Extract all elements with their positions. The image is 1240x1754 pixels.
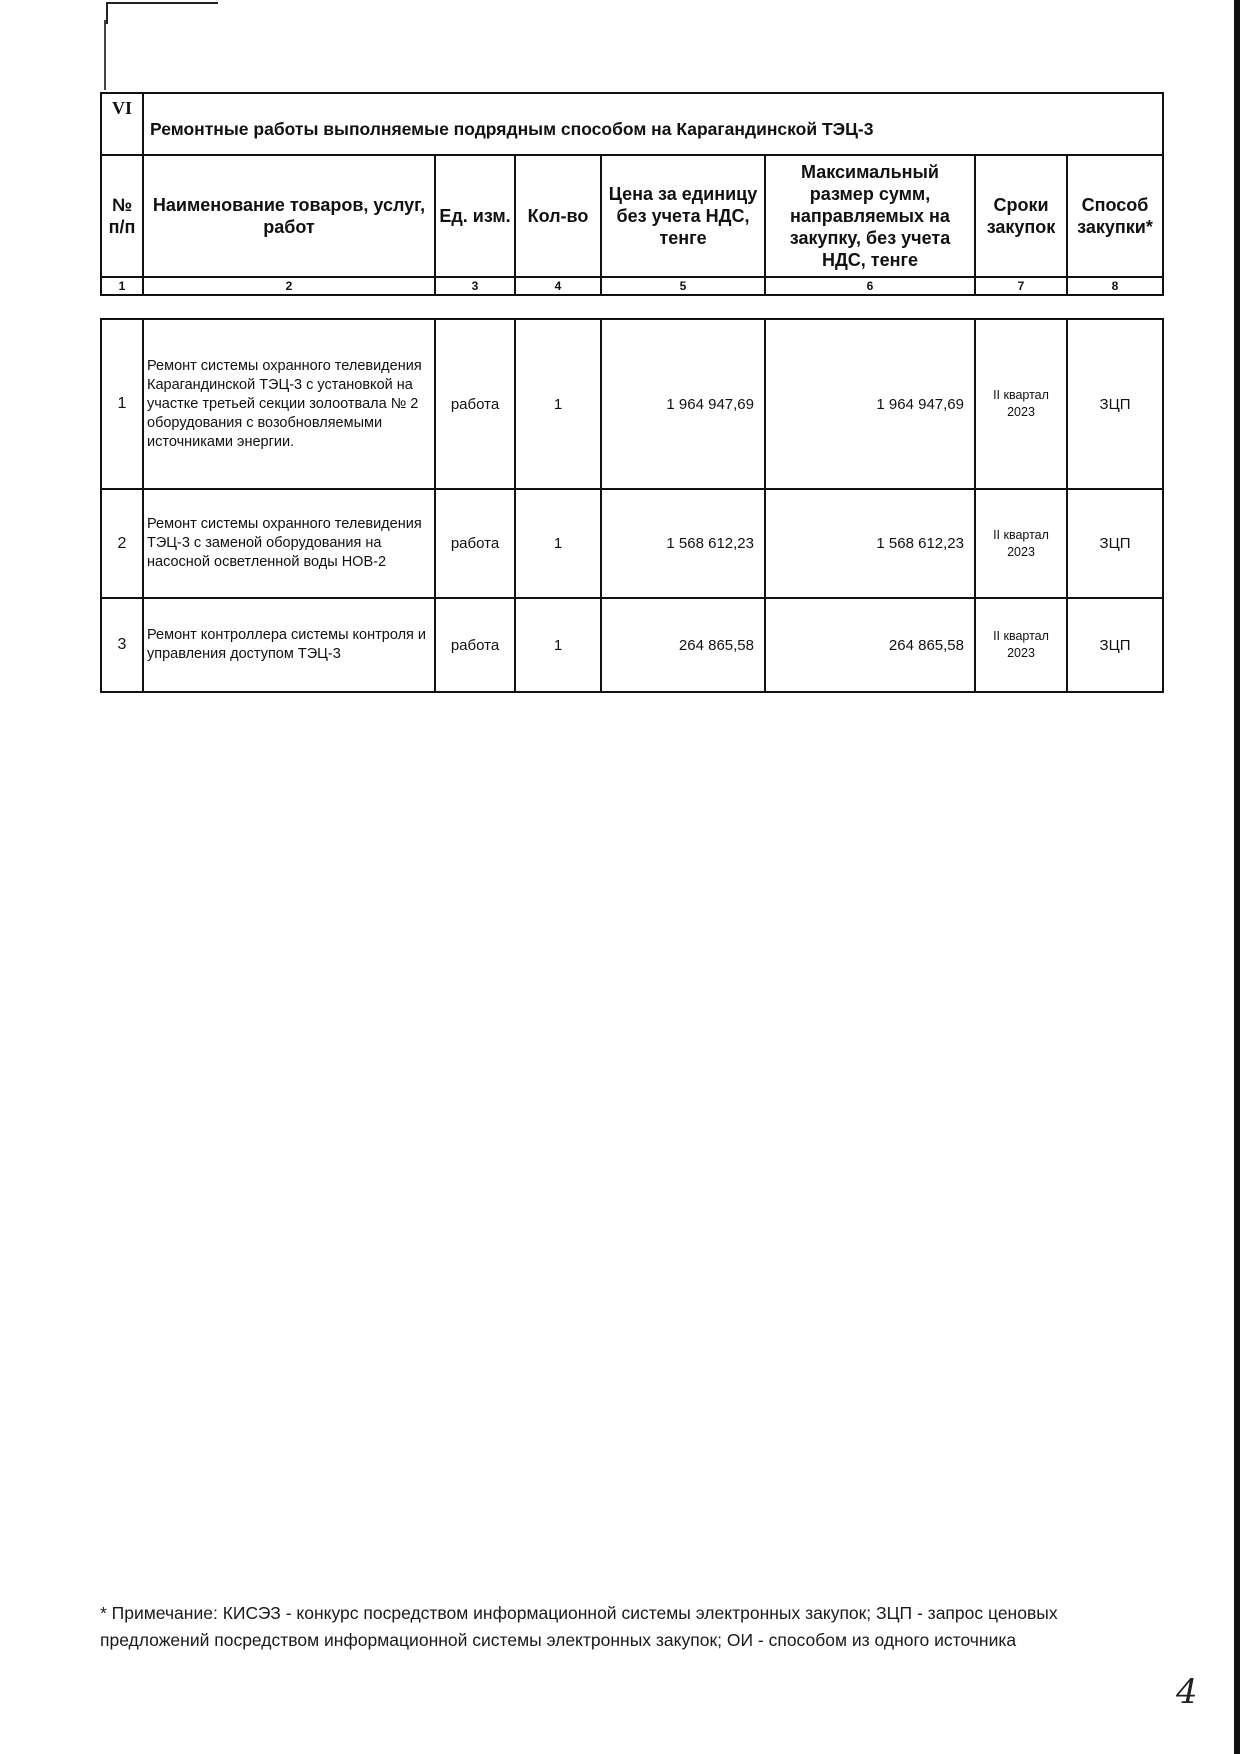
row-method: ЗЦП: [1067, 489, 1163, 598]
row-number: 2: [101, 489, 143, 598]
row-term: II квартал 2023: [975, 598, 1067, 692]
procurement-table-wrapper: [100, 92, 1162, 693]
column-number: 5: [601, 277, 765, 295]
section-title: Ремонтные работы выполняемые подрядным способом на Карагандинской ТЭЦ-3: [143, 93, 1163, 155]
page-edge-shadow: [1234, 0, 1240, 1754]
row-price: 264 865,58: [601, 598, 765, 692]
row-price: 1 568 612,23: [601, 489, 765, 598]
header-num: № п/п: [101, 155, 143, 277]
scan-edge-line: [104, 20, 106, 90]
header-qty: Кол-во: [515, 155, 601, 277]
column-number: 6: [765, 277, 975, 295]
row-name: Ремонт системы охранного телевидения ТЭЦ-3 с заменой оборудования на насосной осветленной воды НОВ-2: [143, 489, 435, 598]
scan-edge-mark: [106, 2, 218, 24]
table-row: [101, 598, 1163, 692]
column-number: 8: [1067, 277, 1163, 295]
table-row: [101, 319, 1163, 489]
page-number: 4: [1176, 1672, 1198, 1712]
row-unit: работа: [435, 489, 515, 598]
row-term: II квартал 2023: [975, 319, 1067, 489]
section-number: VI: [101, 93, 143, 155]
row-name: Ремонт системы охранного телевидения Карагандинской ТЭЦ-3 с установкой на участке третьей секции золоотвала № 2 оборудования с возобновляемыми источниками энергии.: [143, 319, 435, 489]
row-price: 1 964 947,69: [601, 319, 765, 489]
row-qty: 1: [515, 598, 601, 692]
row-unit: работа: [435, 598, 515, 692]
column-number: 2: [143, 277, 435, 295]
row-number: 3: [101, 598, 143, 692]
header-unit: Ед. изм.: [435, 155, 515, 277]
column-number: 3: [435, 277, 515, 295]
footnote: * Примечание: КИСЭЗ - конкурс посредством информационной системы электронных закупок; ЗЦП - запрос ценовых предложений посредством информационной системы электронных закупок; ОИ - способом из одного источника: [100, 1603, 1058, 1650]
column-number: 1: [101, 277, 143, 295]
header-row: [101, 155, 1163, 277]
header-method: Способ закупки*: [1067, 155, 1163, 277]
row-qty: 1: [515, 319, 601, 489]
row-name: Ремонт контроллера системы контроля и управления доступом ТЭЦ-3: [143, 598, 435, 692]
row-qty: 1: [515, 489, 601, 598]
table-row: [101, 489, 1163, 598]
section-row: [101, 93, 1163, 155]
header-term: Сроки закупок: [975, 155, 1067, 277]
column-number-row: [101, 277, 1163, 295]
row-term: II квартал 2023: [975, 489, 1067, 598]
spacer-row: [101, 295, 1163, 319]
row-max-sum: 1 568 612,23: [765, 489, 975, 598]
header-price: Цена за единицу без учета НДС, тенге: [601, 155, 765, 277]
row-max-sum: 264 865,58: [765, 598, 975, 692]
procurement-table: [100, 92, 1164, 693]
row-max-sum: 1 964 947,69: [765, 319, 975, 489]
row-method: ЗЦП: [1067, 598, 1163, 692]
spacer-cell: [101, 295, 1163, 319]
row-unit: работа: [435, 319, 515, 489]
header-max-sum: Максимальный размер сумм, направляемых на закупку, без учета НДС, тенге: [765, 155, 975, 277]
column-number: 4: [515, 277, 601, 295]
row-method: ЗЦП: [1067, 319, 1163, 489]
column-number: 7: [975, 277, 1067, 295]
header-name: Наименование товаров, услуг, работ: [143, 155, 435, 277]
row-number: 1: [101, 319, 143, 489]
